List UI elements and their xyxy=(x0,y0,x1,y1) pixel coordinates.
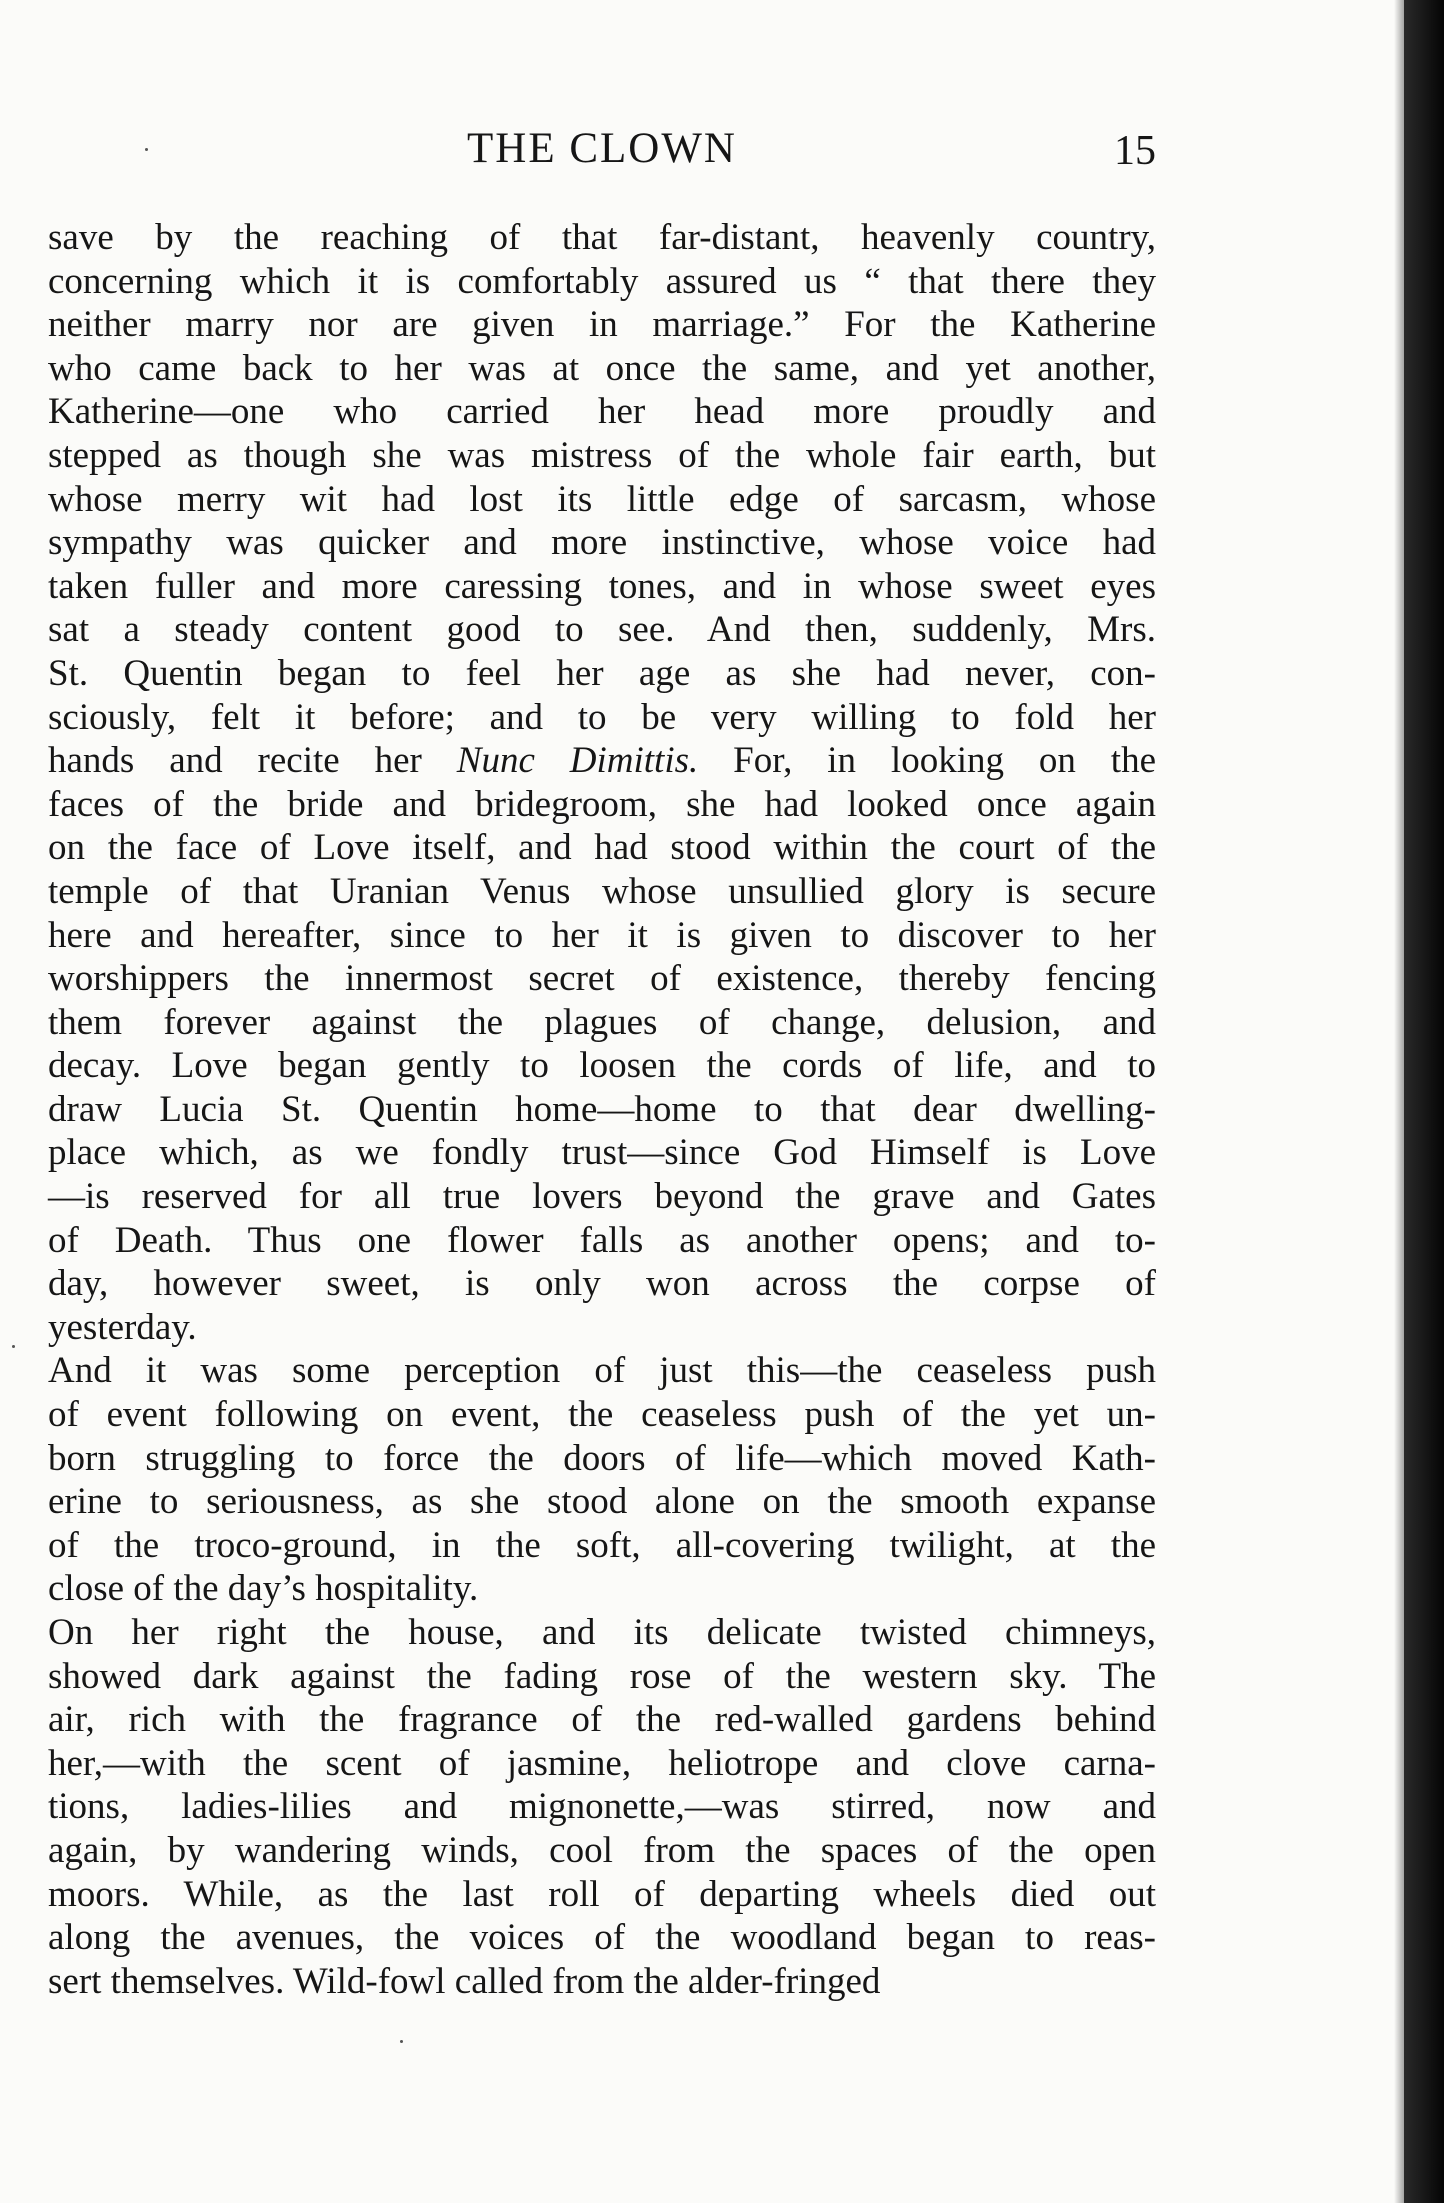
text-line: sert themselves. Wild-fowl called from the alder-fringed xyxy=(48,1960,881,2002)
running-head xyxy=(48,124,1156,174)
text-line: temple of that Uranian Venus whose unsullied glory is secure xyxy=(48,870,1156,912)
text-line: here and hereafter, since to her it is given to discover to her xyxy=(48,914,1156,956)
text-line: along the avenues, the voices of the woodland began to reas- xyxy=(48,1917,1156,1959)
text-line: on the face of Love itself, and had stood within the court of the xyxy=(48,827,1156,869)
text-line: sympathy was quicker and more instinctive, whose voice had xyxy=(48,522,1156,564)
print-speck xyxy=(12,1345,15,1348)
text-line xyxy=(48,739,1156,783)
paragraph xyxy=(48,216,1156,1349)
text-line: erine to seriousness, as she stood alone on the smooth expanse xyxy=(48,1481,1156,1523)
text-line: air, rich with the fragrance of the red-walled gardens behind xyxy=(48,1699,1156,1741)
text-line: who came back to her was at once the same, and yet another, xyxy=(48,347,1156,389)
paragraph xyxy=(48,1611,1156,2003)
text-line: tions, ladies-lilies and mignonette,—was stirred, now and xyxy=(48,1786,1156,1828)
text-line: place which, as we fondly trust—since God Himself is Love xyxy=(48,1132,1156,1174)
text-line: And it was some perception of just this—the ceaseless push xyxy=(48,1350,1156,1392)
text-line: close of the day’s hospitality. xyxy=(48,1568,479,1610)
body-text xyxy=(48,216,1156,2003)
text-line: save by the reaching of that far-distant, heavenly country, xyxy=(48,217,1156,258)
text-line: faces of the bride and bridegroom, she had looked once again xyxy=(48,783,1156,825)
text-line: St. Quentin began to feel her age as she had never, con- xyxy=(48,652,1156,694)
text-line: worshippers the innermost secret of existence, thereby fencing xyxy=(48,958,1156,1000)
text-line: taken fuller and more caressing tones, and in whose sweet eyes xyxy=(48,565,1156,607)
text-line: neither marry nor are given in marriage.” For the Katherine xyxy=(48,304,1156,346)
text-line: day, however sweet, is only won across the corpse of xyxy=(48,1263,1156,1305)
page-number: 15 xyxy=(1114,128,1156,174)
paragraph xyxy=(48,1349,1156,1611)
text-line: of the troco-ground, in the soft, all-covering twilight, at the xyxy=(48,1524,1156,1566)
text-line: concerning which it is comfortably assured us “ that there they xyxy=(48,260,1156,302)
text-line: her,—with the scent of jasmine, heliotrope and clove carna- xyxy=(48,1742,1156,1784)
text-line: them forever against the plagues of change, delusion, and xyxy=(48,1001,1156,1043)
text-line: yesterday. xyxy=(48,1306,197,1348)
text-line: sat a steady content good to see. And then, suddenly, Mrs. xyxy=(48,609,1156,651)
text-line: of Death. Thus one flower falls as another opens; and to- xyxy=(48,1219,1156,1261)
text-line: draw Lucia St. Quentin home—home to that dear dwelling- xyxy=(48,1088,1156,1130)
text-line: Katherine—one who carried her head more proudly and xyxy=(48,391,1156,433)
text-line: decay. Love began gently to loosen the cords of life, and to xyxy=(48,1045,1156,1087)
running-head-title: THE CLOWN xyxy=(467,125,737,172)
text-segment: hands and recite her xyxy=(48,740,457,782)
text-line: stepped as though she was mistress of the whole fair earth, but xyxy=(48,434,1156,476)
text-line: of event following on event, the ceaseless push of the yet un- xyxy=(48,1394,1156,1436)
text-line: —is reserved for all true lovers beyond the grave and Gates xyxy=(48,1176,1156,1218)
page-shadow xyxy=(1394,0,1404,2203)
text-segment: For, in looking on the xyxy=(698,740,1156,782)
text-line: On her right the house, and its delicate twisted chimneys, xyxy=(48,1612,1156,1653)
text-line: showed dark against the fading rose of the western sky. The xyxy=(48,1655,1156,1697)
print-speck xyxy=(400,2040,403,2043)
text-line: again, by wandering winds, cool from the spaces of the open xyxy=(48,1829,1156,1871)
text-line: born struggling to force the doors of life—which moved Kath- xyxy=(48,1437,1156,1479)
text-line: moors. While, as the last roll of departing wheels died out xyxy=(48,1873,1156,1915)
book-spine-edge xyxy=(1404,0,1444,2203)
italic-title: Nunc Dimittis. xyxy=(456,740,699,782)
text-line: whose merry wit had lost its little edge of sarcasm, whose xyxy=(48,478,1156,520)
text-line: sciously, felt it before; and to be very willing to fold her xyxy=(48,696,1156,738)
